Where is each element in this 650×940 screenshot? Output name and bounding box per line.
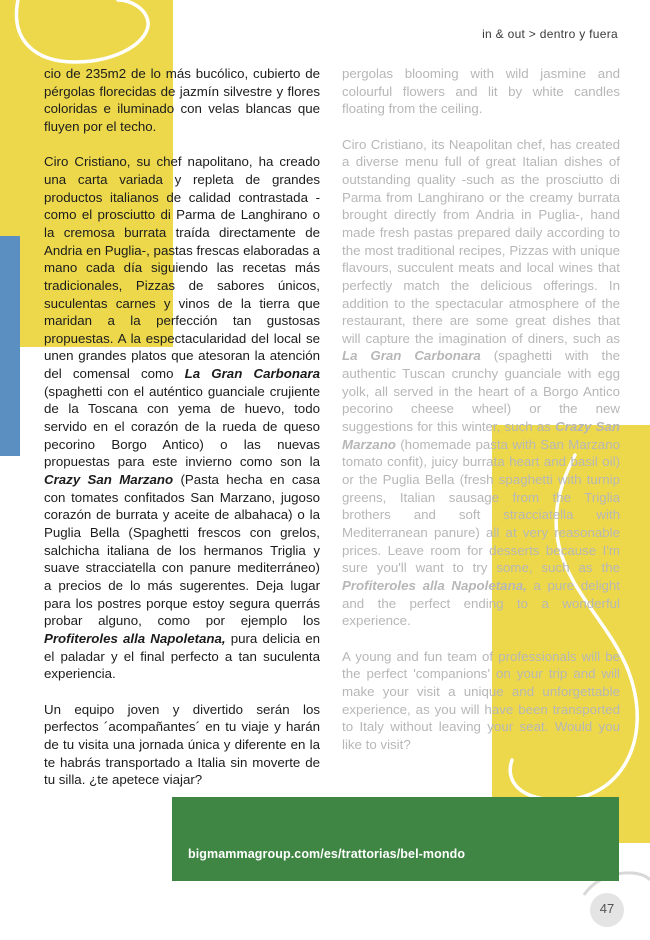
page-number: 47 [599, 901, 615, 916]
dish-name: Crazy San Marzano [44, 472, 174, 488]
dish-name: Profiteroles alla Napoletana, [44, 630, 226, 646]
dish-name: Profiteroles alla Napoletana, [342, 578, 527, 594]
paragraph [44, 701, 320, 789]
text-run: Ciro Cristiano, its Neapolitan chef, has created a diverse menu full of great Italian dishes of outstanding quality -such as the prosciutto di Parma from Langhirano or the creamy burrata brought directly from Andria in Puglia-, hand made fresh pastas prepared daily according to the most traditional recipes, Pizzas with unique flavours, succulent meats and local wines that perfectly match the delicious offerings. In addition to the spectacular atmosphere of the restaurant, there are some great dishes that will capture the imagination of diners, such as [342, 136, 620, 346]
text-run: pura delicia en el paladar y el final perfecto a tan suculenta experiencia. [44, 630, 320, 682]
section-label: in & out > dentro y fuera [482, 27, 618, 41]
paragraph [342, 65, 620, 118]
text-run: Ciro Cristiano, su chef napolitano, ha creado una carta variada y repleta de grandes productos italianos de calidad contrastada -como el prosciutto di Parma de Langhirano o la cremosa burrata traída directamente de Andria en Puglia-, pastas frescas elaboradas a mano cada día siguiendo las recetas más tradicionales, Pizzas de sabores únicos, suculentas carnes y vinos de la tierra que maridan a la perfección tan gustosas propuestas. A la espectacularidad del local se unen grandes platos que atesoran la atención del comensal como [44, 154, 320, 382]
english-article-column [342, 65, 620, 771]
dish-name: La Gran Carbonara [184, 366, 320, 382]
text-run: A young and fun team of professionals will be the perfect 'companions' on your trip and will make your visit a unique and unforgettable experience, as you will have been transported to Italy without leaving your seat. Would you like to visit? [342, 648, 620, 752]
paragraph [342, 648, 620, 754]
dish-name: Crazy San Marzano [342, 419, 620, 452]
text-run: cio de 235m2 de lo más bucólico, cubierto de pérgolas florecidas de jazmín silvestre y flores coloridas e iluminado con velas blancas que fluyen por el techo. [44, 66, 320, 134]
text-run: Un equipo joven y divertido serán los perfectos ´acompañantes´ en tu viaje y harán de tu visita una jornada única y diferente en la te habrás transportado a Italia sin moverte de tu silla. ¿te apetece viajar? [44, 701, 320, 788]
text-run: (spaghetti with the authentic Tuscan crunchy guanciale with egg yolk, all served in the heart of a Borgo Antico pecorino cheese wheel) or the new suggestions for this winter, such as [342, 348, 620, 435]
url-banner [172, 797, 619, 881]
dish-name: La Gran Carbonara [342, 348, 481, 364]
text-run: a pure delight and the perfect ending to a wonderful experience. [342, 578, 621, 629]
swirl-top-left [17, 0, 149, 62]
text-run: (Pasta hecha en casa con tomates confitados San Marzano, jugoso corazón de burrata y aceite de albahaca) o la Puglia Bella (Spaghetti frescos con grelos, salchicha italiana de los hermanos Triglia y suave stracciatella con panure mediterráneo) a precios de lo más sugerentes. Deja lugar para los postres porque estoy segura querrás probar alguno, como por ejemplo los [44, 472, 320, 629]
text-run: (homemade pasta with San Marzano tomato confit), juicy burrata heart and basil oil) or the Puglia Bella (fresh spaghetti with turnip greens, Italian sausage from the Triglia brothers and soft stracciatella with Mediterranean panure) all at very reasonable prices. Leave room for desserts because I'm sure you'll want to try some, such as the [342, 436, 620, 576]
paragraph [342, 136, 620, 630]
spanish-article-column [44, 65, 320, 807]
website-link[interactable]: bigmammagroup.com/es/trattorias/bel-mondo [188, 847, 466, 861]
paragraph [44, 153, 320, 683]
text-run: (spaghetti con el auténtico guanciale crujiente de la Toscana con yema de huevo, todo servido en el corazón de la rueda de queso pecorino Borgo Antico) o las nuevas propuestas para este invierno como son la [44, 383, 320, 470]
paragraph [44, 65, 320, 136]
text-run: pergolas blooming with wild jasmine and colourful flowers and lit by white candles floating from the ceiling. [342, 66, 620, 117]
